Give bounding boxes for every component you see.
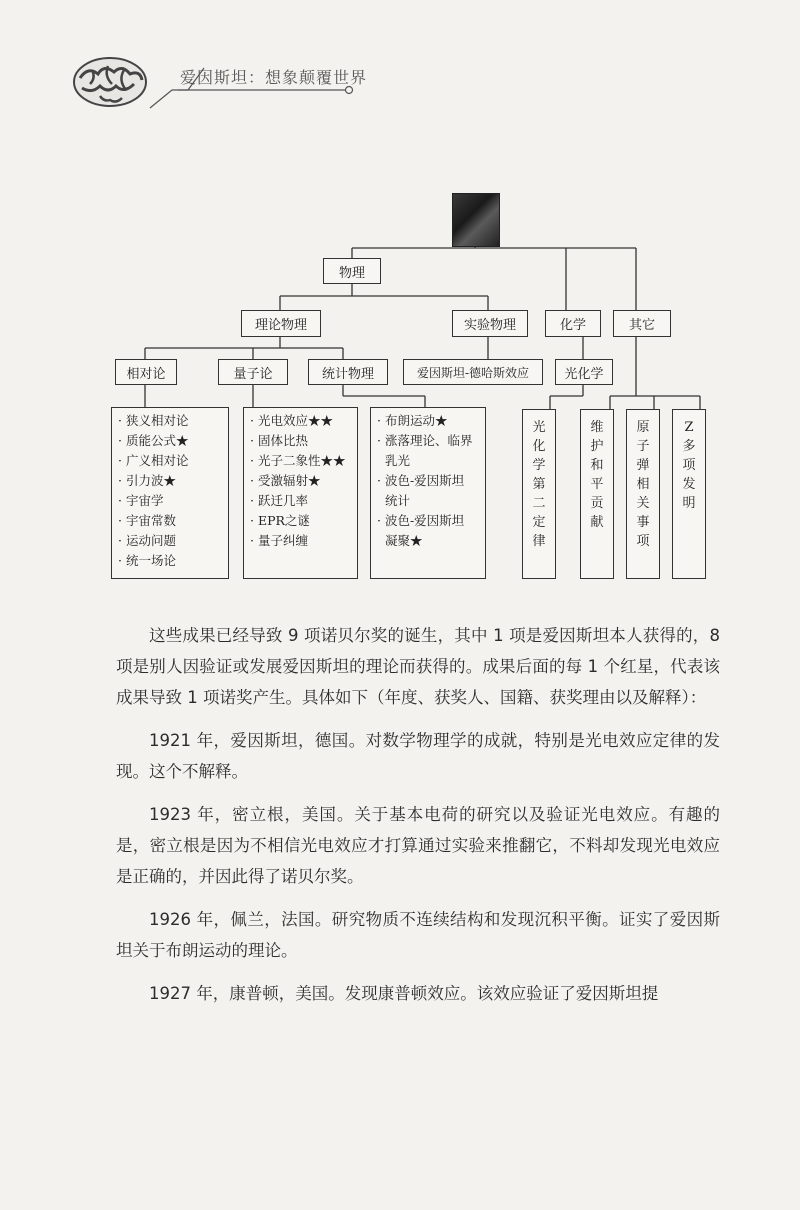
box-inventions: Z 多 项 发 明 [672,409,706,579]
list-item: · 宇宙常数 [118,513,176,528]
list-item: · 质能公式★ [118,433,189,448]
list-item: 凝聚★ [385,533,423,548]
list-item: · 光子二象性★★ [250,453,346,468]
list-item: · 光电效应★★ [250,413,333,428]
list-item: · 量子纠缠 [250,533,308,548]
list-statistical [370,407,486,579]
running-header-title: 爱因斯坦：想象颠覆世界 [180,68,368,87]
list-item: 统计 [385,493,411,508]
list-item: · 固体比热 [250,433,308,448]
list-item: · 广义相对论 [118,453,189,468]
list-relativity [111,407,229,579]
paragraph: 1923 年，密立根，美国。关于基本电荷的研究以及验证光电效应。有趣的是，密立根是因为不相信光电效应才打算通过实验来推翻它，不料却发现光电效应是正确的，并因此得了诺贝尔奖。 [116,805,720,886]
node-einstein-de-haas: 爱因斯坦-德哈斯效应 [403,359,543,385]
node-theoretical-physics: 理论物理 [241,310,321,337]
node-statistical: 统计物理 [308,359,388,385]
node-photochemistry: 光化学 [555,359,613,385]
list-item: · 跃迁几率 [250,493,308,508]
paragraph: 1926 年，佩兰，法国。研究物质不连续结构和发现沉积平衡。证实了爱因斯坦关于布朗运动的理论。 [116,910,720,960]
list-item: 乳光 [385,453,411,468]
list-item: · 布朗运动★ [377,413,448,428]
paragraph: 这些成果已经导致 9 项诺贝尔奖的诞生，其中 1 项是爱因斯坦本人获得的，8 项是别人因验证或发展爱因斯坦的理论而获得的。成果后面的每 1 个红星，代表该成果导致 1 项诺奖产生。具体如下（年度、获奖人、国籍、获奖理由以及解释）： [116,626,720,707]
paragraph: 1921 年，爱因斯坦，德国。对数学物理学的成就，特别是光电效应定律的发现。这个不解释。 [116,731,720,781]
box-atomic-bomb: 原 子 弹 相 关 事 项 [626,409,660,579]
box-photochemistry-second-law: 光 化 学 第 二 定 律 [522,409,556,579]
list-item: · 波色-爱因斯坦 [377,513,465,528]
node-physics: 物理 [323,258,381,284]
list-quantum [243,407,358,579]
list-item: · 运动问题 [118,533,176,548]
list-item: · 宇宙学 [118,493,164,508]
box-peace-contribution: 维 护 和 平 贡 献 [580,409,614,579]
list-item: · 波色-爱因斯坦 [377,473,465,488]
list-item: · 引力波★ [118,473,176,488]
einstein-portrait-photo [452,193,500,247]
list-item: · 受激辐射★ [250,473,321,488]
list-item: · 统一场论 [118,553,176,568]
paragraph: 1927 年，康普顿，美国。发现康普顿效应。该效应验证了爱因斯坦提 [149,984,659,1003]
node-experimental-physics: 实验物理 [452,310,528,337]
node-other: 其它 [613,310,671,337]
body-text [116,620,720,1021]
node-quantum: 量子论 [218,359,288,385]
node-chemistry: 化学 [545,310,601,337]
list-item: · 狭义相对论 [118,413,189,428]
node-relativity: 相对论 [115,359,177,385]
list-item: · EPR之谜 [250,513,310,528]
list-item: · 涨落理论、临界 [377,433,473,448]
